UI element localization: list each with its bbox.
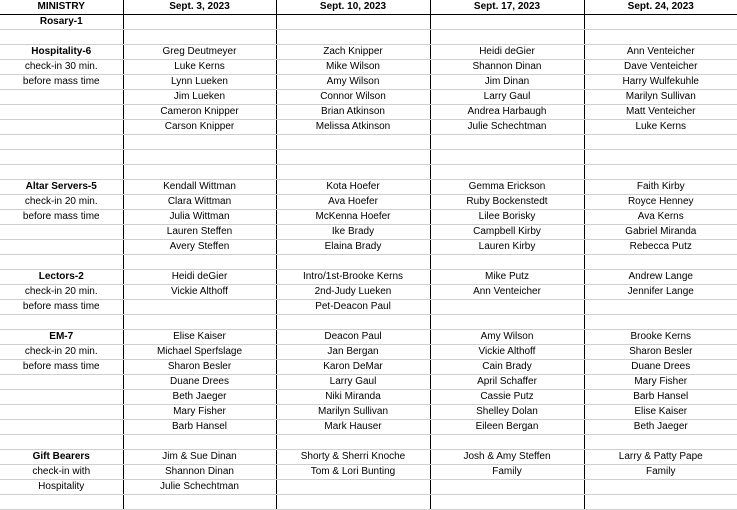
- sept-10-cell: Ike Brady: [276, 225, 430, 240]
- ministry-cell: check-in 20 min.: [0, 195, 123, 210]
- table-row: [0, 270, 737, 285]
- sept-24-cell: Ann Venteicher: [584, 45, 737, 60]
- sept-3-cell: [123, 495, 276, 510]
- sept-10-cell: Pet-Deacon Paul: [276, 300, 430, 315]
- sept-24-cell: Barb Hansel: [584, 390, 737, 405]
- sept-17-cell: Lilee Borisky: [430, 210, 584, 225]
- sept-17-cell: [430, 30, 584, 45]
- sept-17-cell: Josh & Amy Steffen: [430, 450, 584, 465]
- sept-10-cell: Shorty & Sherri Knoche: [276, 450, 430, 465]
- table-row: [0, 225, 737, 240]
- table-row: [0, 405, 737, 420]
- table-row: [0, 45, 737, 60]
- sept-10-cell: [276, 255, 430, 270]
- sept-3-cell: Greg Deutmeyer: [123, 45, 276, 60]
- ministry-cell: [0, 165, 123, 180]
- sept-24-cell: [584, 255, 737, 270]
- sept-17-cell: Family: [430, 465, 584, 480]
- sept-10-cell: [276, 30, 430, 45]
- sept-3-cell: Vickie Althoff: [123, 285, 276, 300]
- sept-24-cell: Luke Kerns: [584, 120, 737, 135]
- header-date-2: Sept. 10, 2023: [276, 0, 430, 15]
- ministry-cell: check-in with: [0, 465, 123, 480]
- sept-10-cell: Ava Hoefer: [276, 195, 430, 210]
- sept-24-cell: Brooke Kerns: [584, 330, 737, 345]
- sept-17-cell: Ruby Bockenstedt: [430, 195, 584, 210]
- sept-10-cell: Connor Wilson: [276, 90, 430, 105]
- table-row: [0, 120, 737, 135]
- sept-24-cell: [584, 165, 737, 180]
- sept-17-cell: [430, 135, 584, 150]
- sept-10-cell: Elaina Brady: [276, 240, 430, 255]
- sept-24-cell: Sharon Besler: [584, 345, 737, 360]
- ministry-cell: [0, 30, 123, 45]
- sept-17-cell: [430, 15, 584, 30]
- sept-24-cell: [584, 300, 737, 315]
- sept-3-cell: Mary Fisher: [123, 405, 276, 420]
- table-row: [0, 495, 737, 510]
- sept-3-cell: Carson Knipper: [123, 120, 276, 135]
- sept-24-cell: Marilyn Sullivan: [584, 90, 737, 105]
- sept-17-cell: Cassie Putz: [430, 390, 584, 405]
- ministry-cell: EM-7: [0, 330, 123, 345]
- sept-3-cell: Michael Sperfslage: [123, 345, 276, 360]
- sept-3-cell: [123, 300, 276, 315]
- ministry-cell: Gift Bearers: [0, 450, 123, 465]
- sept-24-cell: Royce Henney: [584, 195, 737, 210]
- sept-3-cell: [123, 165, 276, 180]
- sept-24-cell: [584, 495, 737, 510]
- table-row: [0, 135, 737, 150]
- table-row: [0, 375, 737, 390]
- sept-10-cell: Mike Wilson: [276, 60, 430, 75]
- ministry-cell: [0, 150, 123, 165]
- ministry-cell: before mass time: [0, 300, 123, 315]
- sept-10-cell: Karon DeMar: [276, 360, 430, 375]
- sept-24-cell: Larry & Patty Pape: [584, 450, 737, 465]
- ministry-cell: Altar Servers-5: [0, 180, 123, 195]
- sept-24-cell: [584, 480, 737, 495]
- ministry-cell: [0, 495, 123, 510]
- table-row: [0, 390, 737, 405]
- sept-10-cell: Mark Hauser: [276, 420, 430, 435]
- sept-3-cell: Heidi deGier: [123, 270, 276, 285]
- sept-10-cell: Melissa Atkinson: [276, 120, 430, 135]
- sept-3-cell: Kendall Wittman: [123, 180, 276, 195]
- sept-24-cell: Andrew Lange: [584, 270, 737, 285]
- ministry-cell: [0, 390, 123, 405]
- table-row: [0, 465, 737, 480]
- sept-10-cell: Tom & Lori Bunting: [276, 465, 430, 480]
- table-row: [0, 360, 737, 375]
- table-row: [0, 210, 737, 225]
- ministry-cell: check-in 20 min.: [0, 285, 123, 300]
- table-row: [0, 315, 737, 330]
- sept-10-cell: [276, 495, 430, 510]
- sept-10-cell: [276, 435, 430, 450]
- sept-17-cell: Andrea Harbaugh: [430, 105, 584, 120]
- sept-24-cell: [584, 315, 737, 330]
- ministry-cell: before mass time: [0, 75, 123, 90]
- ministry-cell: [0, 90, 123, 105]
- table-row: [0, 15, 737, 30]
- ministry-cell: [0, 405, 123, 420]
- sept-10-cell: Niki Miranda: [276, 390, 430, 405]
- ministry-cell: check-in 30 min.: [0, 60, 123, 75]
- ministry-cell: Lectors-2: [0, 270, 123, 285]
- table-row: [0, 345, 737, 360]
- sept-17-cell: Julie Schechtman: [430, 120, 584, 135]
- sept-24-cell: Gabriel Miranda: [584, 225, 737, 240]
- ministry-cell: Hospitality: [0, 480, 123, 495]
- sept-3-cell: Julie Schechtman: [123, 480, 276, 495]
- sept-10-cell: [276, 15, 430, 30]
- table-row: [0, 240, 737, 255]
- sept-24-cell: [584, 150, 737, 165]
- sept-3-cell: Shannon Dinan: [123, 465, 276, 480]
- sept-24-cell: Duane Drees: [584, 360, 737, 375]
- sept-10-cell: Deacon Paul: [276, 330, 430, 345]
- ministry-cell: [0, 435, 123, 450]
- sept-10-cell: [276, 135, 430, 150]
- ministry-cell: check-in 20 min.: [0, 345, 123, 360]
- ministry-cell: [0, 225, 123, 240]
- sept-24-cell: Ava Kerns: [584, 210, 737, 225]
- table-row: [0, 105, 737, 120]
- table-row: [0, 330, 737, 345]
- table-row: [0, 435, 737, 450]
- sept-3-cell: Lynn Lueken: [123, 75, 276, 90]
- table-row: [0, 75, 737, 90]
- sept-17-cell: [430, 150, 584, 165]
- sept-3-cell: Lauren Steffen: [123, 225, 276, 240]
- header-ministry: MINISTRY: [0, 0, 123, 15]
- sept-24-cell: [584, 135, 737, 150]
- sept-17-cell: Cain Brady: [430, 360, 584, 375]
- header-date-1: Sept. 3, 2023: [123, 0, 276, 15]
- sept-3-cell: Jim Lueken: [123, 90, 276, 105]
- sept-17-cell: Heidi deGier: [430, 45, 584, 60]
- sept-17-cell: [430, 480, 584, 495]
- sept-17-cell: [430, 315, 584, 330]
- sept-3-cell: Julia Wittman: [123, 210, 276, 225]
- sept-17-cell: Jim Dinan: [430, 75, 584, 90]
- sept-24-cell: Harry Wulfekuhle: [584, 75, 737, 90]
- sept-3-cell: Duane Drees: [123, 375, 276, 390]
- sept-24-cell: Faith Kirby: [584, 180, 737, 195]
- table-row: [0, 30, 737, 45]
- sept-3-cell: Clara Wittman: [123, 195, 276, 210]
- sept-24-cell: [584, 435, 737, 450]
- sept-17-cell: Campbell Kirby: [430, 225, 584, 240]
- sept-24-cell: Dave Venteicher: [584, 60, 737, 75]
- table-row: [0, 180, 737, 195]
- sept-17-cell: Amy Wilson: [430, 330, 584, 345]
- sept-3-cell: Sharon Besler: [123, 360, 276, 375]
- sept-10-cell: Brian Atkinson: [276, 105, 430, 120]
- ministry-cell: [0, 105, 123, 120]
- sept-24-cell: Jennifer Lange: [584, 285, 737, 300]
- sept-3-cell: Cameron Knipper: [123, 105, 276, 120]
- table-row: [0, 480, 737, 495]
- ministry-cell: Rosary-1: [0, 15, 123, 30]
- sept-17-cell: Gemma Erickson: [430, 180, 584, 195]
- sept-3-cell: [123, 135, 276, 150]
- ministry-cell: [0, 240, 123, 255]
- table-row: [0, 60, 737, 75]
- sept-3-cell: [123, 150, 276, 165]
- sept-17-cell: [430, 255, 584, 270]
- table-row: [0, 300, 737, 315]
- sept-24-cell: Matt Venteicher: [584, 105, 737, 120]
- sept-3-cell: [123, 435, 276, 450]
- sept-3-cell: Avery Steffen: [123, 240, 276, 255]
- sept-3-cell: Jim & Sue Dinan: [123, 450, 276, 465]
- sept-10-cell: McKenna Hoefer: [276, 210, 430, 225]
- table-row: [0, 450, 737, 465]
- sept-3-cell: Luke Kerns: [123, 60, 276, 75]
- sept-10-cell: Amy Wilson: [276, 75, 430, 90]
- sept-10-cell: Zach Knipper: [276, 45, 430, 60]
- sept-17-cell: [430, 495, 584, 510]
- ministry-cell: [0, 315, 123, 330]
- sept-3-cell: [123, 255, 276, 270]
- table-row: [0, 150, 737, 165]
- sept-10-cell: Marilyn Sullivan: [276, 405, 430, 420]
- sept-17-cell: Vickie Althoff: [430, 345, 584, 360]
- header-row: [0, 0, 737, 15]
- ministry-cell: [0, 255, 123, 270]
- sept-24-cell: Elise Kaiser: [584, 405, 737, 420]
- sept-17-cell: Shelley Dolan: [430, 405, 584, 420]
- ministry-cell: before mass time: [0, 210, 123, 225]
- ministry-cell: before mass time: [0, 360, 123, 375]
- sept-17-cell: [430, 165, 584, 180]
- table-row: [0, 195, 737, 210]
- sept-17-cell: [430, 435, 584, 450]
- sept-17-cell: April Schaffer: [430, 375, 584, 390]
- sept-10-cell: [276, 315, 430, 330]
- sept-10-cell: Intro/1st-Brooke Kerns: [276, 270, 430, 285]
- sept-24-cell: Mary Fisher: [584, 375, 737, 390]
- sept-17-cell: Mike Putz: [430, 270, 584, 285]
- sept-17-cell: Shannon Dinan: [430, 60, 584, 75]
- sept-3-cell: [123, 15, 276, 30]
- sept-3-cell: Beth Jaeger: [123, 390, 276, 405]
- sept-17-cell: [430, 300, 584, 315]
- ministry-cell: Hospitality-6: [0, 45, 123, 60]
- table-row: [0, 165, 737, 180]
- sept-24-cell: [584, 30, 737, 45]
- table-row: [0, 255, 737, 270]
- sept-10-cell: Larry Gaul: [276, 375, 430, 390]
- sept-3-cell: Barb Hansel: [123, 420, 276, 435]
- header-date-4: Sept. 24, 2023: [584, 0, 737, 15]
- sept-10-cell: [276, 165, 430, 180]
- sept-24-cell: [584, 15, 737, 30]
- header-date-3: Sept. 17, 2023: [430, 0, 584, 15]
- ministry-cell: [0, 120, 123, 135]
- sept-3-cell: Elise Kaiser: [123, 330, 276, 345]
- sept-24-cell: Family: [584, 465, 737, 480]
- sept-10-cell: [276, 480, 430, 495]
- sept-10-cell: Kota Hoefer: [276, 180, 430, 195]
- table-row: [0, 90, 737, 105]
- table-row: [0, 420, 737, 435]
- sept-17-cell: Larry Gaul: [430, 90, 584, 105]
- sept-3-cell: [123, 315, 276, 330]
- ministry-cell: [0, 135, 123, 150]
- sept-17-cell: Lauren Kirby: [430, 240, 584, 255]
- sept-17-cell: Eileen Bergan: [430, 420, 584, 435]
- sept-24-cell: Rebecca Putz: [584, 240, 737, 255]
- sept-3-cell: [123, 30, 276, 45]
- ministry-cell: [0, 375, 123, 390]
- sept-10-cell: Jan Bergan: [276, 345, 430, 360]
- table-row: [0, 285, 737, 300]
- sept-10-cell: 2nd-Judy Lueken: [276, 285, 430, 300]
- sept-10-cell: [276, 150, 430, 165]
- ministry-cell: [0, 420, 123, 435]
- sept-17-cell: Ann Venteicher: [430, 285, 584, 300]
- sept-24-cell: Beth Jaeger: [584, 420, 737, 435]
